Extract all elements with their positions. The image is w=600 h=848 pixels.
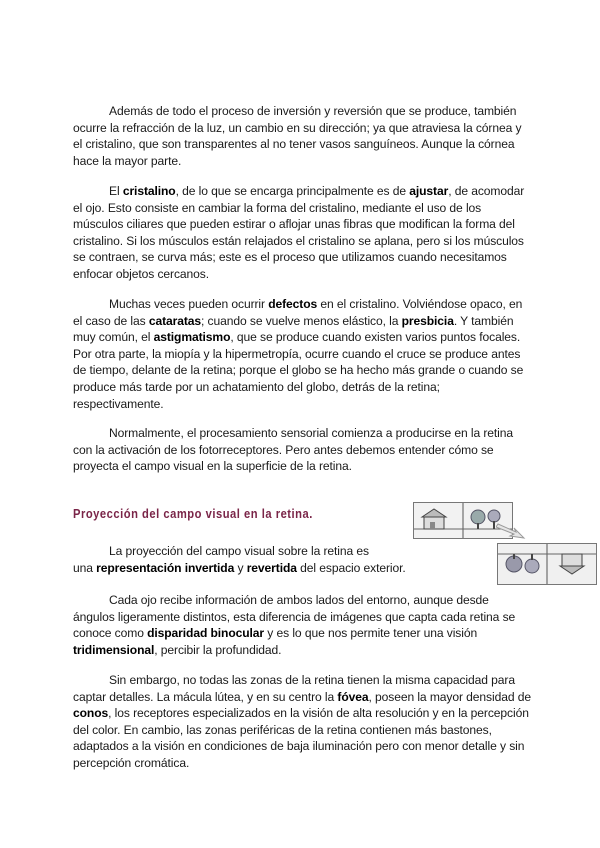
text-run: Cada ojo recibe información de ambos lados del entorno, aunque desde ángulos ligeramente distintos, esta diferencia de imágenes que capta cada retina se conoce como: [73, 593, 516, 641]
text-run: del espacio exterior.: [296, 560, 406, 575]
paragraph-cristalino: [73, 183, 533, 283]
paragraph-defectos: [73, 296, 533, 412]
text-run: , que se produce cuando existen varios puntos focales. Por otra parte, la miopía y la hipermetropía, ocurre cuando el cruce se produce antes de tiempo, delante de la retina; porque el globo se ha hecho más grande o cuando se produce más tarde por un achatamiento del globo, detrás de la retina; respectivamente.: [73, 330, 524, 411]
text-run: , de lo que se encarga principalmente es de: [175, 184, 410, 198]
text-run: y: [234, 560, 247, 575]
bold-term: revertida: [246, 560, 297, 575]
paragraph-text: Normalmente, el procesamiento sensorial comienza a producirse en la retina con la activación de los fotorreceptores. Pero antes debemos entender cómo se proyecta el campo visual en la superficie de la retina.: [73, 426, 513, 474]
bold-term: conos: [73, 706, 109, 721]
text-run: , poseen la mayor densidad de: [368, 689, 531, 704]
bold-term: disparidad binocular: [147, 626, 265, 641]
bold-term: representación invertida: [96, 560, 235, 575]
bold-term: defectos: [268, 297, 318, 311]
bold-term: astigmatismo: [153, 330, 231, 345]
text-run: en el cristalino. Volviéndose opaco, en el caso de las: [73, 297, 523, 328]
paragraph-proyeccion: [73, 543, 533, 576]
paragraph-refraccion: [73, 103, 533, 169]
text-run: La proyección del campo visual sobre la retina es: [109, 544, 369, 558]
bold-term: tridimensional: [73, 642, 155, 657]
text-run: Sin embargo, no todas las zonas de la retina tienen la misma capacidad para captar detalles. La mácula lútea, y en su centro la: [73, 673, 515, 704]
text-run: Muchas veces pueden ocurrir: [109, 297, 269, 311]
paragraph-procesamiento: [73, 425, 533, 475]
arrow-icon: [496, 520, 526, 542]
text-run: ; cuando se vuelve menos elástico, la: [201, 313, 402, 328]
text-run: , los receptores especializados en la visión de alta resolución y en la percepción del color. En cambio, las zonas periféricas de la retina contienen más bastones, adaptados a la visión en condiciones de baja iluminación pero con menor detalle y sin percepción cromática.: [73, 706, 529, 770]
text-run: El: [109, 184, 123, 198]
bold-term: cataratas: [148, 313, 202, 328]
text-run: y es lo que nos permite tener una visión: [264, 626, 478, 641]
bold-term: cristalino: [122, 184, 176, 198]
text-run: . Y también muy común, el: [73, 313, 514, 345]
text-run: , percibir la profundidad.: [154, 642, 282, 657]
paragraph-text: Además de todo el proceso de inversión y reversión que se produce, también ocurre la refracción de la luz, un cambio en su dirección; ya que atraviesa la córnea y el cristalino, que son transparentes al no tener vasos sanguíneos. Aunque la córnea hace la mayor parte.: [73, 104, 522, 168]
paragraph-fovea: [73, 672, 533, 772]
text-run: una: [73, 560, 97, 575]
bold-term: ajustar: [409, 184, 449, 198]
bold-term: presbicia: [401, 313, 454, 328]
paragraph-disparidad: [73, 592, 533, 658]
section-heading: Proyección del campo visual en la retina.: [73, 506, 313, 521]
bold-term: fóvea: [337, 689, 369, 704]
text-run: , de acomodar el ojo. Esto consiste en cambiar la forma del cristalino, mediante el uso de los músculos ciliares que pueden estirar o aflojar unas fibras que modifican la forma del cristalino. Si los músculos están relajados el cristalino se aplana, pero si los músculos se contraen, se curva más; este es el proceso que utilizamos cuando necesitamos enfocar objetos cercanos.: [73, 184, 525, 281]
